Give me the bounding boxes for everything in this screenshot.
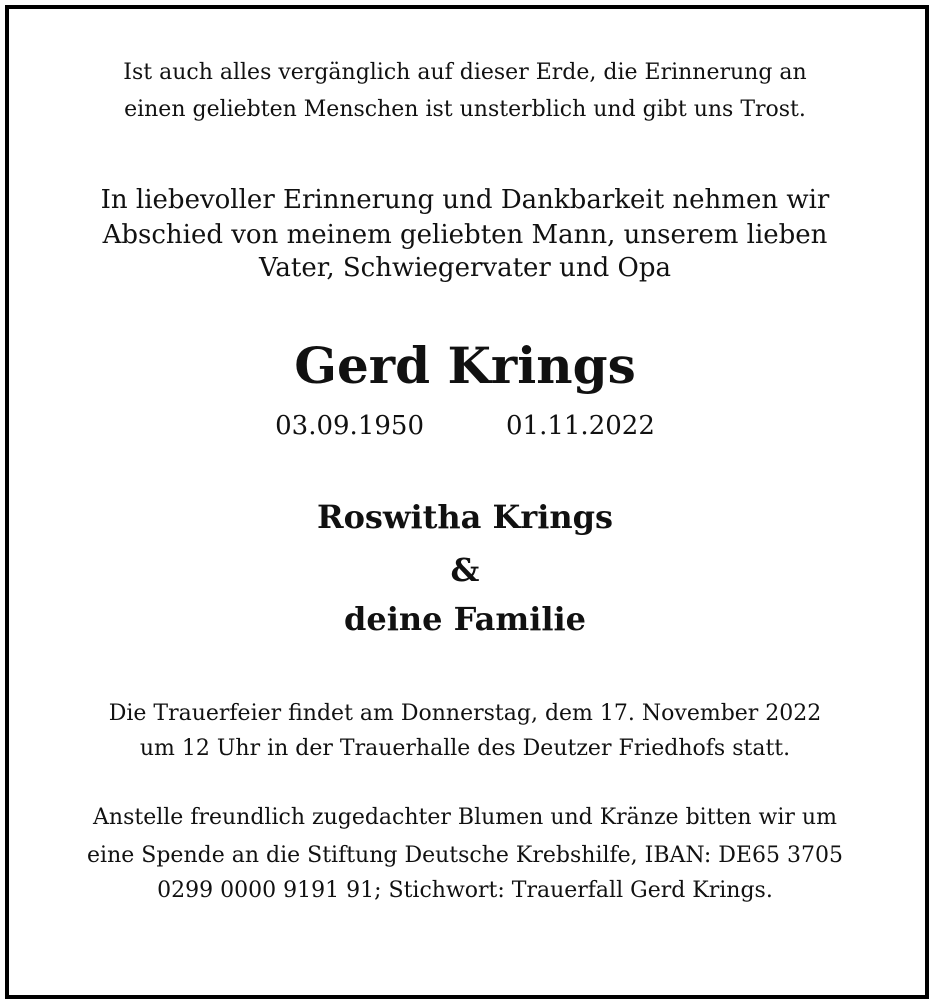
service-line: Die Trauerfeier findet am Donnerstag, dem 17. November 2022 — [108, 701, 822, 726]
mourner-line: Roswitha Krings — [316, 498, 614, 536]
donation-line: eine Spende an die Stiftung Deutsche Krebshilfe, IBAN: DE65 3705 — [87, 843, 843, 868]
mourner-line: & — [450, 551, 480, 589]
birth-date: 03.09.1950 — [275, 411, 424, 441]
verse-line: Ist auch alles vergänglich auf dieser Erde, die Erinnerung an — [123, 60, 807, 85]
verse-line: einen geliebten Menschen ist unsterblich und gibt uns Trost. — [124, 97, 806, 122]
donation-line: 0299 0000 9191 91; Stichwort: Trauerfall Gerd Krings. — [157, 878, 773, 903]
donation-line: Anstelle freundlich zugedachter Blumen und Kränze bitten wir um — [93, 805, 837, 830]
intro-line: Vater, Schwiegervater und Opa — [259, 253, 671, 283]
life-dates — [0, 409, 930, 443]
deceased-name: Gerd Krings — [294, 336, 636, 395]
intro-line: In liebevoller Erinnerung und Dankbarkeit nehmen wir — [100, 185, 830, 215]
death-date: 01.11.2022 — [506, 411, 655, 441]
intro-line: Abschied von meinem geliebten Mann, unserem lieben — [102, 220, 828, 250]
mourner-line: deine Familie — [343, 600, 587, 638]
service-line: um 12 Uhr in der Trauerhalle des Deutzer Friedhofs statt. — [139, 736, 791, 761]
